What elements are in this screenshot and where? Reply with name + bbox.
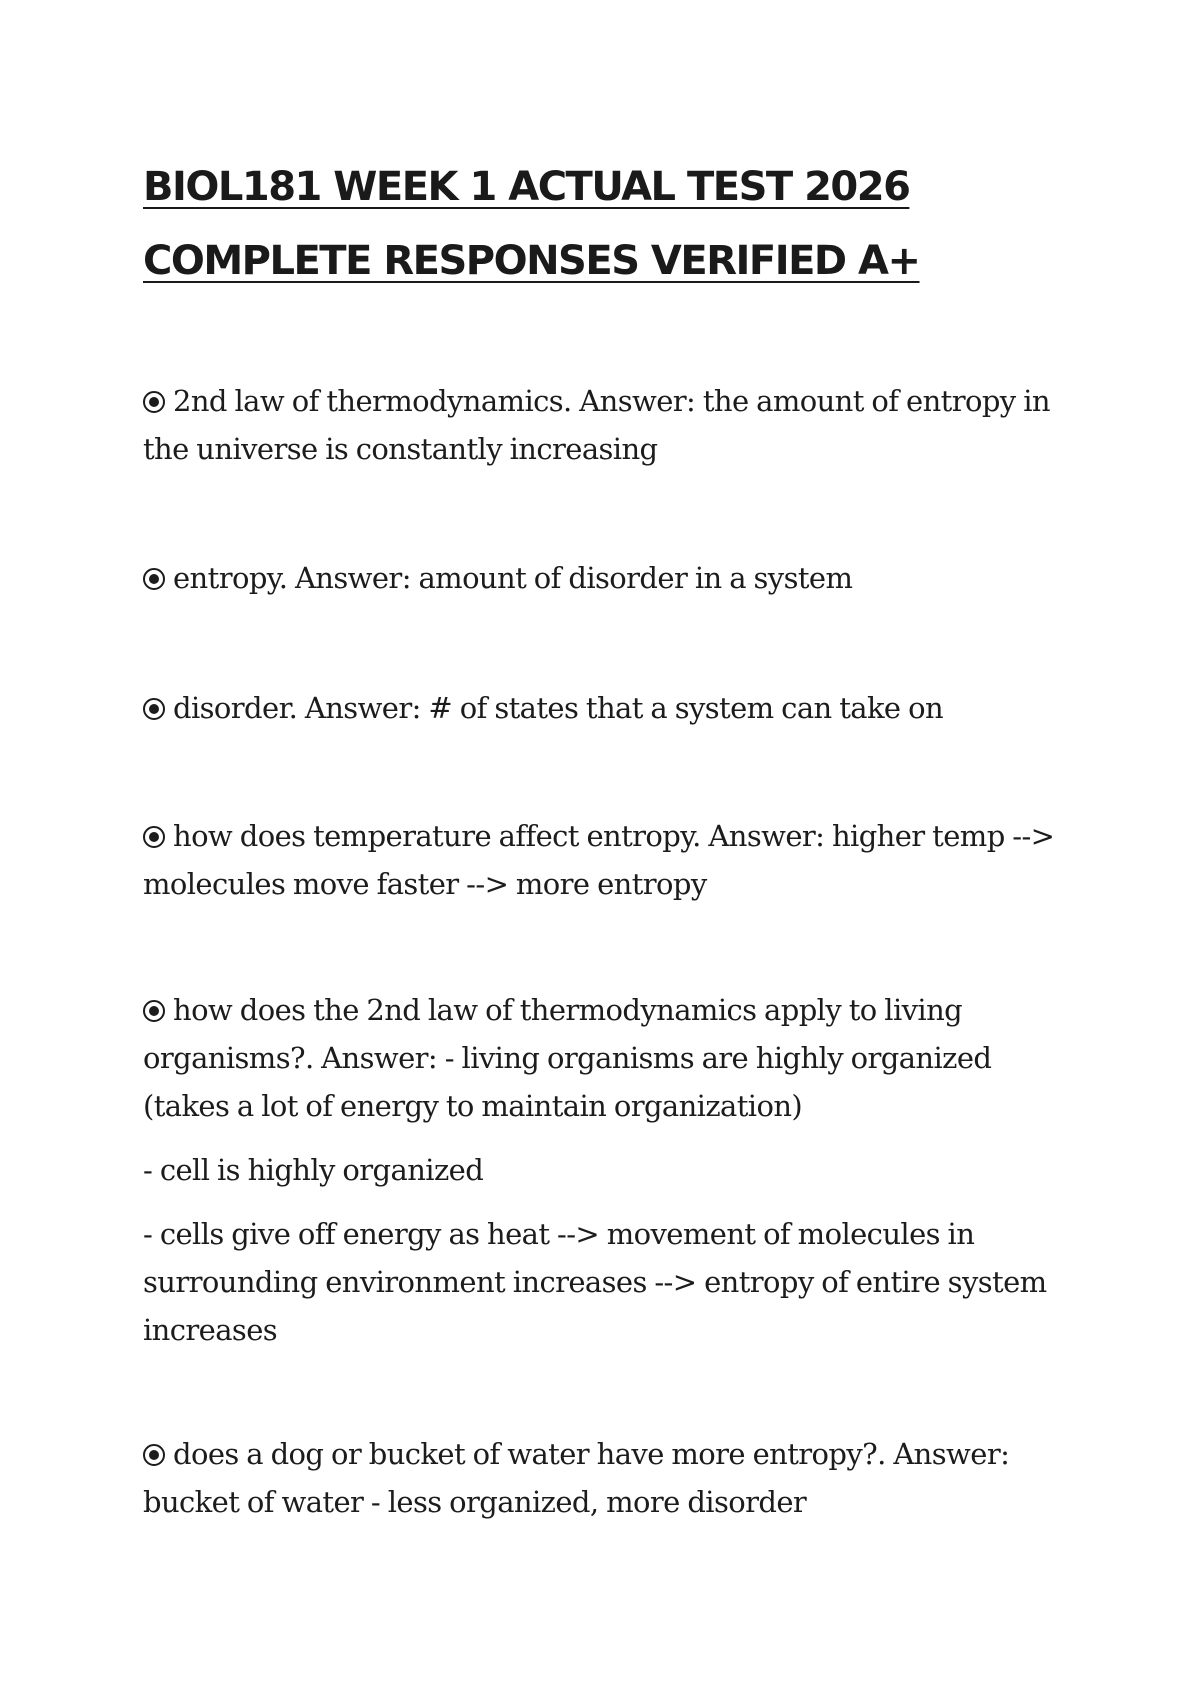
qa-subpoint: - cells give off energy as heat --> movement of molecules in surrounding environment increases --> entropy of entire system increases [143,1217,1047,1347]
title-line-2: COMPLETE RESPONSES VERIFIED A+ [143,238,920,284]
qa-text: does a dog or bucket of water have more entropy?. Answer: bucket of water - less organized, more disorder [143,1437,1010,1519]
radio-bullet-icon [143,1000,165,1022]
qa-text: disorder. Answer: # of states that a system can take on [143,684,1083,732]
qa-text: how does temperature affect entropy. Answer: higher temp --> molecules move faster --> more entropy [143,819,1055,901]
radio-bullet-icon [143,698,165,720]
qa-item [143,377,1083,473]
radio-bullet-icon [143,826,165,848]
radio-bullet-icon [143,391,165,413]
document-title [143,150,1063,298]
qa-item [143,684,1083,732]
qa-item [143,1430,1083,1526]
title-line-1: BIOL181 WEEK 1 ACTUAL TEST 2026 [143,164,910,210]
qa-subpoint: - cell is highly organized [143,1153,484,1187]
qa-item [143,554,1083,602]
qa-text: 2nd law of thermodynamics. Answer: the amount of entropy in the universe is constantly increasing [143,384,1050,466]
qa-text: how does the 2nd law of thermodynamics apply to living organisms?. Answer: - living organisms are highly organized (takes a lot of energy to maintain organization) [143,993,992,1123]
radio-bullet-icon [143,1444,165,1466]
qa-item [143,812,1083,908]
radio-bullet-icon [143,568,165,590]
qa-text: entropy. Answer: amount of disorder in a system [143,554,1083,602]
qa-item [143,986,1083,1354]
